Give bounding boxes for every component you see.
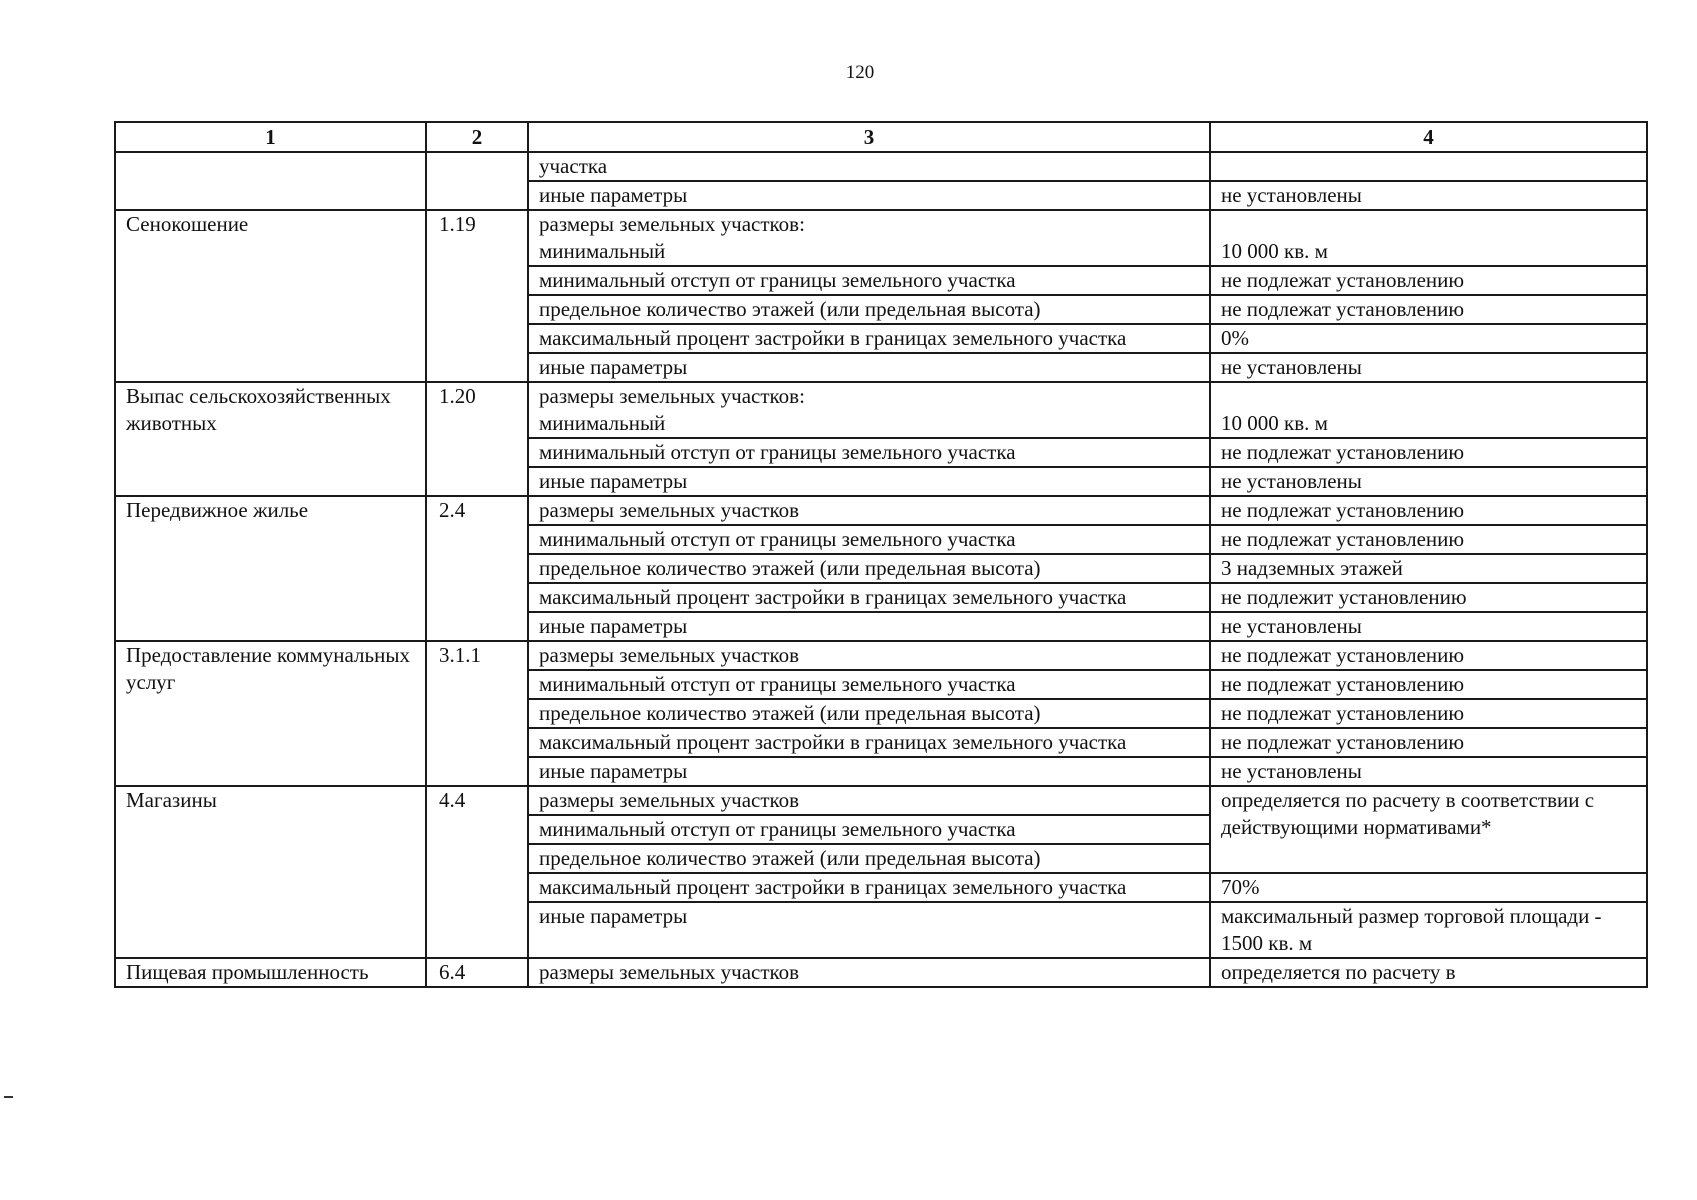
header-col-4: 4: [1210, 122, 1647, 152]
use-code-cell: 2.4: [426, 496, 528, 641]
value-cell: не установлены: [1210, 353, 1647, 382]
param-cell: иные параметры: [528, 902, 1210, 958]
value-cell: не подлежит установлению: [1210, 583, 1647, 612]
param-cell: размеры земельных участков: [528, 641, 1210, 670]
table-row: [115, 210, 1647, 266]
header-col-1: 1: [115, 122, 426, 152]
table-row: [115, 496, 1647, 525]
value-cell: не подлежат установлению: [1210, 266, 1647, 295]
value-cell: не установлены: [1210, 757, 1647, 786]
param-cell: участка: [528, 152, 1210, 181]
value-cell: определяется по расчету в соответствии с действующими нормативами*: [1210, 786, 1647, 873]
value-cell: не подлежат установлению: [1210, 525, 1647, 554]
param-cell: минимальный отступ от границы земельного участка: [528, 815, 1210, 844]
use-name-cell: Сенокошение: [115, 210, 426, 382]
value-cell: не подлежат установлению: [1210, 670, 1647, 699]
value-cell: определяется по расчету в: [1210, 958, 1647, 987]
value-cell: не подлежат установлению: [1210, 728, 1647, 757]
param-cell: иные параметры: [528, 757, 1210, 786]
header-row: [115, 122, 1647, 152]
margin-mark: [4, 1096, 13, 1098]
param-cell: предельное количество этажей (или предельная высота): [528, 699, 1210, 728]
use-code-cell: 3.1.1: [426, 641, 528, 786]
value-cell: не подлежат установлению: [1210, 295, 1647, 324]
param-cell: размеры земельных участков: [528, 786, 1210, 815]
table-row: [115, 641, 1647, 670]
use-name-cell: Магазины: [115, 786, 426, 958]
value-cell: не подлежат установлению: [1210, 438, 1647, 467]
param-cell: минимальный отступ от границы земельного участка: [528, 525, 1210, 554]
param-cell: размеры земельных участков: [528, 496, 1210, 525]
value-cell: не подлежат установлению: [1210, 641, 1647, 670]
use-name-cell: Выпас сельскохозяйственных животных: [115, 382, 426, 496]
use-code-cell: 1.19: [426, 210, 528, 382]
value-cell: [1210, 152, 1647, 181]
use-code-cell: [426, 152, 528, 210]
use-code-cell: 4.4: [426, 786, 528, 958]
param-cell: максимальный процент застройки в границах земельного участка: [528, 873, 1210, 902]
land-use-parameters-table: [114, 121, 1648, 988]
use-code-cell: 1.20: [426, 382, 528, 496]
value-cell: не подлежат установлению: [1210, 496, 1647, 525]
value-cell: 10 000 кв. м: [1210, 382, 1647, 438]
header-col-3: 3: [528, 122, 1210, 152]
table-row: [115, 152, 1647, 181]
value-cell: максимальный размер торговой площади - 1500 кв. м: [1210, 902, 1647, 958]
table-row: [115, 786, 1647, 815]
param-cell: максимальный процент застройки в границах земельного участка: [528, 728, 1210, 757]
page-number: 120: [845, 62, 875, 83]
param-cell: иные параметры: [528, 612, 1210, 641]
param-cell: минимальный отступ от границы земельного участка: [528, 670, 1210, 699]
use-name-cell: Предоставление коммунальных услуг: [115, 641, 426, 786]
table-row: [115, 382, 1647, 438]
param-cell: иные параметры: [528, 353, 1210, 382]
param-cell: предельное количество этажей (или предельная высота): [528, 295, 1210, 324]
value-cell: 10 000 кв. м: [1210, 210, 1647, 266]
value-cell: 0%: [1210, 324, 1647, 353]
param-cell: размеры земельных участков: минимальный: [528, 210, 1210, 266]
param-cell: максимальный процент застройки в границах земельного участка: [528, 324, 1210, 353]
use-name-cell: Передвижное жилье: [115, 496, 426, 641]
use-name-cell: Пищевая промышленность: [115, 958, 426, 987]
param-cell: предельное количество этажей (или предельная высота): [528, 844, 1210, 873]
param-cell: размеры земельных участков: минимальный: [528, 382, 1210, 438]
use-name-cell: [115, 152, 426, 210]
value-cell: не установлены: [1210, 612, 1647, 641]
value-cell: 70%: [1210, 873, 1647, 902]
param-cell: предельное количество этажей (или предельная высота): [528, 554, 1210, 583]
param-cell: максимальный процент застройки в границах земельного участка: [528, 583, 1210, 612]
value-cell: не подлежат установлению: [1210, 699, 1647, 728]
param-cell: иные параметры: [528, 181, 1210, 210]
param-cell: иные параметры: [528, 467, 1210, 496]
table-row: [115, 958, 1647, 987]
param-cell: минимальный отступ от границы земельного участка: [528, 266, 1210, 295]
header-col-2: 2: [426, 122, 528, 152]
param-cell: минимальный отступ от границы земельного участка: [528, 438, 1210, 467]
value-cell: 3 надземных этажей: [1210, 554, 1647, 583]
param-cell: размеры земельных участков: [528, 958, 1210, 987]
value-cell: не установлены: [1210, 181, 1647, 210]
use-code-cell: 6.4: [426, 958, 528, 987]
value-cell: не установлены: [1210, 467, 1647, 496]
